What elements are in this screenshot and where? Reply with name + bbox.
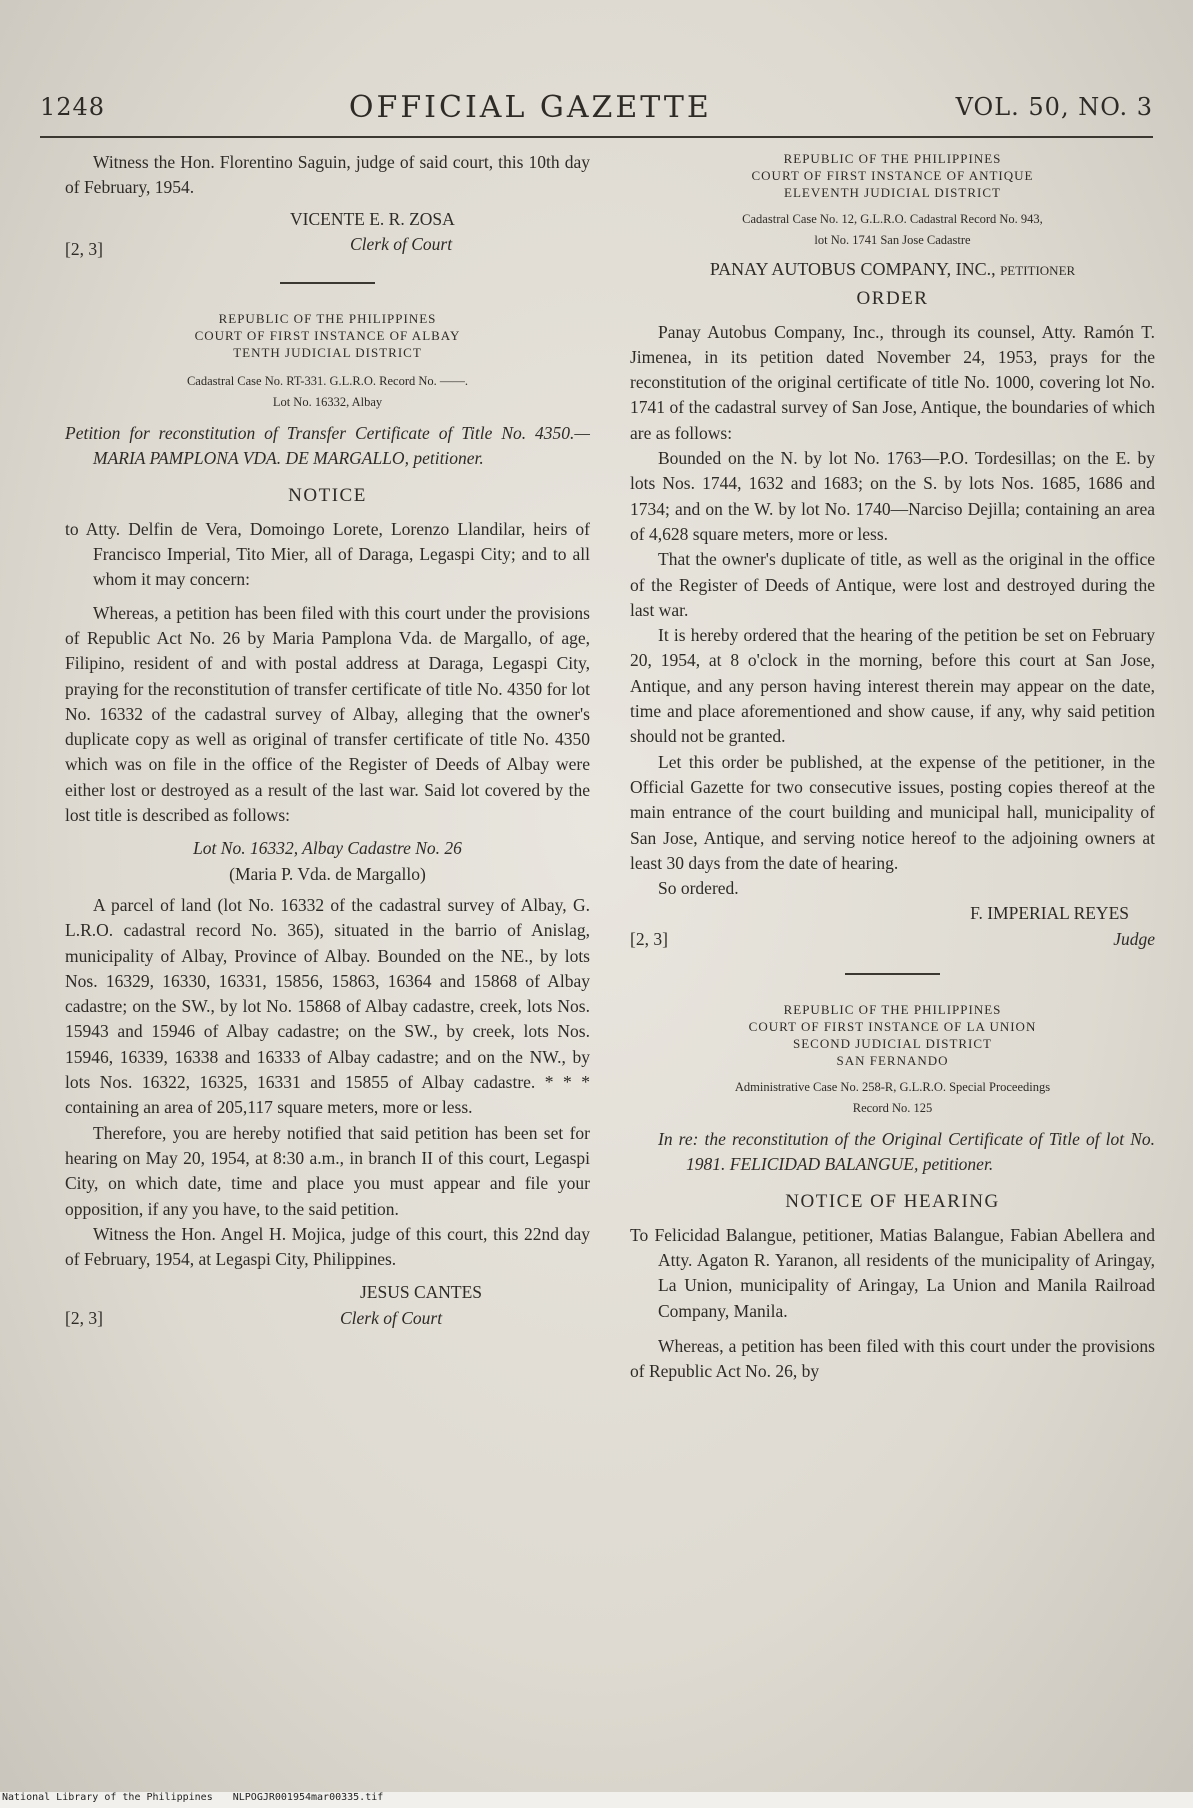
case-line: Administrative Case No. 258-R, G.L.R.O. Special Proceedings <box>734 1079 1051 1094</box>
court-line: SAN FERNANDO <box>836 1052 949 1068</box>
signature-block-2 <box>65 1280 590 1331</box>
library-credit: National Library of the Philippines <box>2 1792 213 1803</box>
right-column <box>630 150 1155 1384</box>
case-line: Cadastral Case No. RT-331. G.L.R.O. Record No. ——. <box>186 373 469 388</box>
section-separator <box>845 973 940 975</box>
signatory-title: Clerk of Court <box>340 1307 443 1328</box>
issue-numbers: [2, 3] <box>630 929 668 950</box>
page-number: 1248 <box>40 93 106 121</box>
lot-owner: (Maria P. Vda. de Margallo) <box>229 863 426 884</box>
publication-title: OFFICIAL GAZETTE <box>348 89 712 125</box>
addressees: to Atty. Delfin de Vera, Domoingo Lorete, Lorenzo Llandilar, heirs of Francisco Imperial, Tito Mier, all of Daraga, Legaspi City; and to all whom it may concern: <box>65 518 590 590</box>
signatory-name: VICENTE E. R. ZOSA <box>290 208 455 229</box>
whereas-paragraph: Whereas, a petition has been filed with this court under the provisions of Republic Act No. 26 by Maria Pamplona Vda. de Margallo, of age, Filipino, resident of and with postal address at Daraga, Legaspi City, praying for the reconstitution of transfer certificate of title No. 4350 for lot No. 16332 of the cadastral survey of Albay, alleging that the owner's duplicate copy as well as original of transfer certificate of title No. 4350 which was on file in the office of the Register of Deeds of Albay were either lost or destroyed as a result of the last war. Said lot covered by the lost title is described as follows: <box>65 602 590 826</box>
issue-numbers: [2, 3] <box>65 238 103 259</box>
signatory-name: JESUS CANTES <box>360 1282 483 1303</box>
case-line: Record No. 125 <box>852 1100 933 1115</box>
witness-paragraph: Witness the Hon. Angel H. Mojica, judge of this court, this 22nd day of February, 1954, at Legaspi City, Philippines. <box>65 1223 590 1270</box>
issue-numbers: [2, 3] <box>65 1308 103 1329</box>
case-line: Cadastral Case No. 12, G.L.R.O. Cadastral Record No. 943, <box>742 212 1043 226</box>
volume-number: VOL. 50, NO. 3 <box>955 93 1153 121</box>
in-re-title: In re: the reconstitution of the Original Certificate of Title of lot No. 1981. FELICIDAD BALANGUE, petitioner. <box>658 1128 1155 1175</box>
court-line: REPUBLIC OF THE PHILIPPINES <box>783 151 1002 166</box>
order-paragraph: It is hereby ordered that the hearing of the petition be set on February 20, 1954, at 8 o'clock in the morning, before this court at San Jose, Antique, and any person having interest therein may appear on the date, time and place aforementioned and show cause, if any, why said petition should not be granted. <box>630 625 1155 747</box>
case-line: lot No. 1741 San Jose Cadastre <box>814 233 971 247</box>
signature-block-1 <box>65 207 590 262</box>
court-line: COURT OF FIRST INSTANCE OF ALBAY <box>194 327 461 343</box>
signatory-title: Judge <box>1113 928 1155 949</box>
signatory-name: F. IMPERIAL REYES <box>970 903 1129 924</box>
file-name: NLPOGJR001954mar00335.tif <box>232 1792 384 1803</box>
case-line: Lot No. 16332, Albay <box>272 394 383 409</box>
petitioner-party: PANAY AUTOBUS COMPANY, INC., petitioner <box>709 259 1076 279</box>
order-paragraph: Panay Autobus Company, Inc., through its counsel, Atty. Ramón T. Jimenea, in its petition dated November 24, 1953, prays for the reconstitution of the original certificate of title No. 1000, covering lot No. 1741 of the cadastral survey of San Jose, Antique, the boundaries of which are as follows: <box>630 321 1155 443</box>
petition-title: Petition for reconstitution of Transfer Certificate of Title No. 4350.—MARIA PAMPLONA VDA. DE MARGALLO, petitioner. <box>65 422 590 469</box>
court-line: SECOND JUDICIAL DISTRICT <box>792 1035 993 1051</box>
to-parties: To Felicidad Balangue, petitioner, Matias Balangue, Fabian Abellera and Atty. Agaton R. Yaranon, all residents of the municipality of Aringay, La Union, municipality of Aringay, La Union and Manila Railroad Company, Manila. <box>630 1224 1155 1321</box>
signature <box>290 207 590 258</box>
therefore-paragraph: Therefore, you are hereby notified that said petition has been set for hearing on May 20, 1954, at 8:30 a.m., in branch II of this court, Legaspi City, on which date, time and place you must appear and file your opposition, if any you have, to the said petition. <box>65 1122 590 1219</box>
parcel-description: A parcel of land (lot No. 16332 of the cadastral survey of Albay, G. L.R.O. cadastral record No. 365), situated in the barrio of Anislag, municipality of Albay, Province of Albay. Bounded on the NE., by lots Nos. 16329, 16330, 16331, 15856, 15863, 16364 and 15868 of Albay cadastre; on the SW., by lot No. 15868 of Albay cadastre, creek, lots Nos. 15943 and 15946 of Albay cadastre; on the SW., by creek, lots Nos. 15946, 16339, 16338 and 16333 of Albay cadastre; and on the NW., by lots Nos. 16322, 16325, 16331 and 15855 of Albay cadastre. * * * containing an area of 205,117 square meters, more or less. <box>65 894 590 1118</box>
header-rule <box>40 136 1153 138</box>
whereas-paragraph: Whereas, a petition has been filed with this court under the provisions of Republic Act No. 26, by <box>630 1335 1155 1382</box>
witness-intro: Witness the Hon. Florentino Saguin, judge of said court, this 10th day of February, 1954. <box>65 152 590 198</box>
hearing-heading: NOTICE OF HEARING <box>785 1191 1000 1213</box>
signature <box>340 1280 590 1331</box>
court-line: TENTH JUDICIAL DISTRICT <box>233 344 422 360</box>
court-line: REPUBLIC OF THE PHILIPPINES <box>783 1001 1002 1017</box>
court-line: COURT OF FIRST INSTANCE OF ANTIQUE <box>751 168 1034 183</box>
lot-heading: Lot No. 16332, Albay Cadastre No. 26 <box>193 838 462 859</box>
signature <box>970 901 1155 952</box>
scan-footer <box>0 1792 1193 1808</box>
court-line: COURT OF FIRST INSTANCE OF LA UNION <box>748 1018 1037 1034</box>
order-paragraph: That the owner's duplicate of title, as well as the original in the office of the Register of Deeds of Antique, were lost and destroyed during the last war. <box>630 549 1155 620</box>
order-paragraph: So ordered. <box>658 878 739 899</box>
court-line: ELEVENTH JUDICIAL DISTRICT <box>784 185 1001 200</box>
page-header <box>40 82 1153 132</box>
court-line: REPUBLIC OF THE PHILIPPINES <box>218 310 437 326</box>
order-heading: ORDER <box>856 288 929 310</box>
signatory-title: Clerk of Court <box>350 233 453 254</box>
section-separator <box>280 282 375 284</box>
notice-heading: NOTICE <box>288 485 367 507</box>
order-paragraph: Bounded on the N. by lot No. 1763—P.O. Tordesillas; on the E. by lots Nos. 1744, 1632 and 1683; on the S. by lots Nos. 1685, 1686 and 1734; and on the W. by lot No. 1740—Narciso Dejilla; containing an area of 4,628 square meters, more or less. <box>630 448 1155 544</box>
left-column <box>65 150 590 1332</box>
signature-block-3 <box>630 901 1155 952</box>
order-paragraph: Let this order be published, at the expense of the petitioner, in the Official Gazette for two consecutive issues, posting copies thereof at the main entrance of the court building and municipal hall, municipality of San Jose, Antique, and serving notice hereof to the adjoining owners at least 30 days from the date of hearing. <box>630 751 1155 873</box>
